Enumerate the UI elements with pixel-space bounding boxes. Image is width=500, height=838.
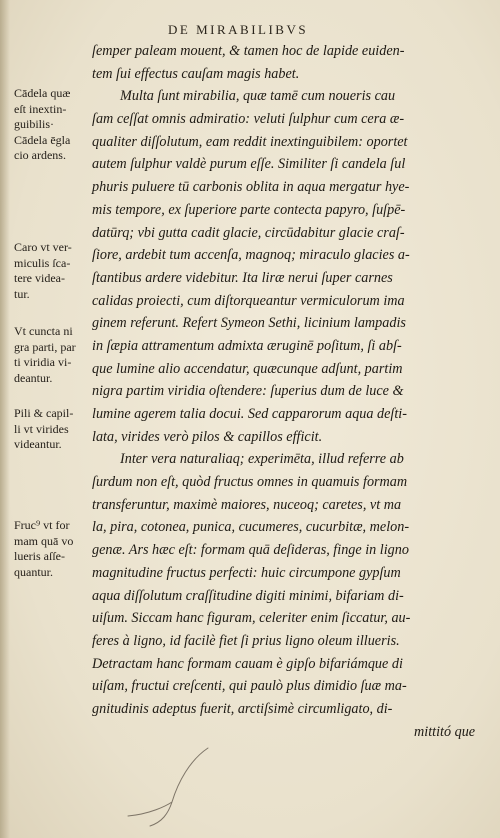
- text-line: ſurdum non eſt, quòd fructus omnes in quamuis formam: [92, 474, 408, 491]
- text-line: ginem referunt. Refert Symeon Sethi, licinium lampadis: [92, 315, 406, 332]
- text-line: uiſam, fructui creſcenti, qui paulò plus dimidio ſuæ ma-: [92, 678, 407, 695]
- text-line: datūrq; vbi gutta cadit glacie, circūdabitur glacie craſ-: [92, 224, 405, 241]
- text-line: ſtantibus ardere videbitur. Ita liræ nerui ſuper carnes: [92, 269, 393, 286]
- running-head: DE MIRABILIBVS: [168, 22, 309, 37]
- text-line: que lumine alio accendatur, quæcunque adſunt, partim: [92, 360, 403, 377]
- text-line: ſemper paleam mouent, & tamen hoc de lapide euiden-: [92, 43, 405, 59]
- text-line: Multa ſunt mirabilia, quæ tamē cum noueris cau: [120, 88, 396, 105]
- text-line: mis tempore, ex ſuperiore parte contecta papyro, ſuſpē-: [92, 201, 406, 218]
- margin-note-line: tur.: [14, 286, 30, 301]
- margin-note-line: guibilis·: [14, 117, 55, 131]
- margin-note-line: videantur.: [14, 437, 62, 451]
- text-line: lata, virides verò pilos & capillos efficit.: [92, 428, 323, 445]
- margin-note-line: ti viridia vi-: [14, 355, 72, 369]
- margin-note-line: Cādela ēgla: [14, 132, 71, 147]
- text-line: feres à ligno, id facilè fiet ſi prius ligno oleum illueris.: [92, 632, 400, 649]
- text-line: in ſæpia attramentum admixta æruginē poſitum, ſi abſ-: [92, 337, 402, 354]
- margin-note-black-green: [14, 324, 94, 386]
- text-line: Detractam hanc formam cauam è gipſo bifariámque di: [92, 655, 403, 672]
- text-line: Inter vera naturaliaq; experimēta, illud referre ab: [120, 451, 404, 468]
- margin-note-line: mam quā vo: [14, 533, 74, 548]
- text-line: ſiore, ardebit tum accenſa, magnoq; miraculo glacies a-: [92, 247, 410, 264]
- margin-note-line: eſt inextin-: [14, 101, 67, 116]
- text-line: uiſum. Siccam hanc figuram, celeriter enim ſiccatur, au-: [92, 610, 411, 627]
- margin-note-line: Fruc⁹ vt for: [14, 518, 70, 532]
- margin-note-line: lueris aſſe-: [14, 549, 65, 563]
- margin-note-line: gra parti, par: [14, 339, 76, 354]
- margin-note-line: cio ardens.: [14, 148, 66, 162]
- margin-note-line: quantur.: [14, 564, 53, 579]
- text-line: la, pira, cotonea, punica, cucumeres, cucurbitæ, melon-: [92, 519, 410, 536]
- text-line: autem ſulphur valdè purum eſſe. Similiter ſi candela ſul: [92, 156, 406, 173]
- margin-note-inextinguishable-candle: [14, 86, 94, 164]
- text-line: tem ſui effectus cauſam magis habet.: [92, 65, 300, 82]
- text-line: transferuntur, maximè maiores, nuceoq; caretes, vt ma: [92, 496, 402, 513]
- pen-scribble-mark: [120, 730, 230, 830]
- text-line: nigra partim viridia oſtendere: ſuperius dum de luce &: [92, 383, 404, 400]
- margin-note-fruit-form: [14, 518, 94, 580]
- margin-note-line: li vt virides: [14, 421, 69, 436]
- text-line: lumine agerem talia docui. Sed capparorum aqua deſti-: [92, 406, 407, 422]
- text-line: gnitudinis adeptus fuerit, arctiſsimè circumligato, di-: [92, 700, 393, 717]
- page-gutter-shadow: [0, 0, 10, 838]
- text-line: mittitó que: [414, 723, 476, 740]
- text-line: qualiter diſſolutum, eam reddit inextinguibilem: oportet: [92, 133, 408, 150]
- text-line: ſam ceſſat omnis admiratio: veluti ſulphur cum cera æ-: [92, 111, 405, 128]
- margin-note-line: Pili & capil-: [14, 406, 74, 420]
- text-line: genæ. Ars hæc eſt: formam quā deſideras, finge in ligno: [92, 542, 409, 559]
- margin-note-line: deantur.: [14, 370, 53, 385]
- margin-note-line: Cādela quæ: [14, 86, 71, 100]
- text-line: calidas proiecti, cum diſtorqueantur vermiculorum ima: [92, 292, 405, 309]
- body-text: [92, 40, 476, 743]
- text-line: aqua diſſolutum craſſitudine digiti minimi, bifariam di-: [92, 587, 404, 604]
- margin-note-line: Vt cuncta ni: [14, 324, 73, 338]
- text-line: phuris puluere tū carbonis oblita in aqua mergatur hye-: [92, 179, 410, 196]
- margin-note-worms: [14, 240, 94, 302]
- text-line: magnitudine fructus perfecti: huic circumpone gypſum: [92, 564, 401, 581]
- margin-note-green-hair: [14, 406, 94, 453]
- margin-note-line: tere videa-: [14, 271, 65, 285]
- margin-note-line: Caro vt ver-: [14, 240, 72, 254]
- margin-note-line: miculis ſca-: [14, 255, 71, 270]
